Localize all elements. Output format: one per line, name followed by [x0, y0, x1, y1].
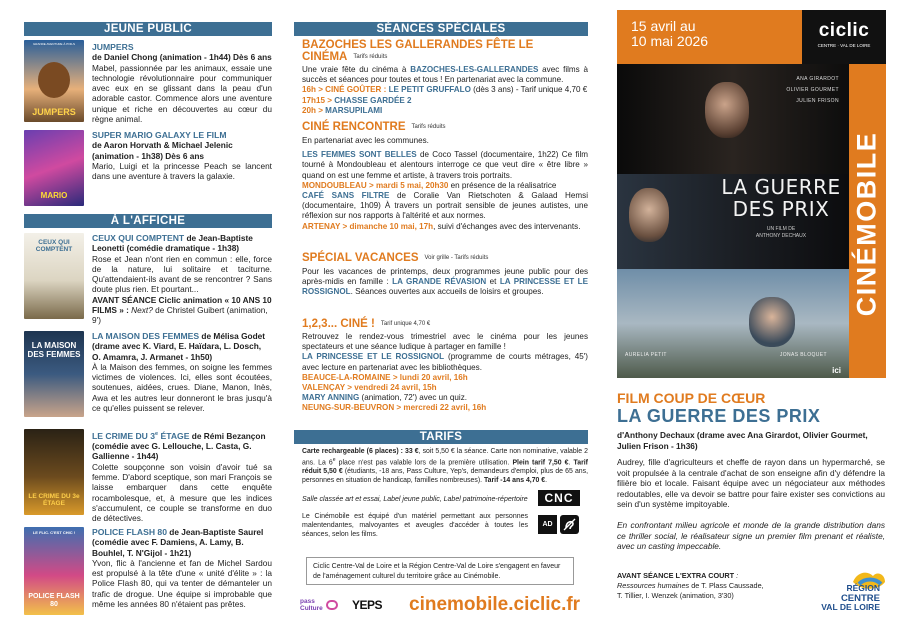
- tarifs-heading: TARIFS: [294, 430, 588, 444]
- poster-police-tag: LE FLIC. C'EST CHIC !: [32, 530, 76, 535]
- film-jumpers: [24, 40, 272, 130]
- film-crime-3e-etage: [24, 429, 272, 524]
- access-text: Le Cinémobile est équipé d'un matériel permettant aux personnes malentendantes, malvoyantes et aveugles d'accéder à toutes les séances, selon les films.: [302, 513, 528, 539]
- main-poster: [617, 64, 849, 378]
- dates: 15 avril au 10 mai 2026: [631, 18, 709, 49]
- a-l-affiche-heading: À L'AFFICHE: [24, 214, 272, 228]
- film-credits: de Daniel Chong (animation - 1h44) Dès 6 ans: [92, 52, 272, 63]
- poster-image-bottom: [617, 269, 849, 378]
- tarifs-text: Carte rechargeable (6 places) : 33 €, soit 5,50 € la séance. Carte non nominative, valable 2 ans. La 6e place n'est pas valable lors de la première utilisation. Plein tarif 7,50 €. Tarif réduit 5,50 € (étudiants, -18 ans, Pass Culture, Yep's, demandeurs d'emploi, plus de 65 ans, personnes en situation de handicap, familles nombreuses). Tarif -14 ans 4,70 €.: [302, 448, 588, 485]
- film-credits: de Aaron Horvath & Michael Jelenic (animation - 1h38) Dès 6 ans: [92, 140, 233, 161]
- avant-seance-credits: de Christel Guibert (animation, 9'): [92, 305, 268, 326]
- pass-culture-mark: [326, 600, 338, 610]
- avant-seance-label: AVANT SÉANCE Ciclic animation « 10 ANS 10 FILMS » :: [92, 294, 272, 316]
- coup-de-coeur-avant-seance: AVANT SÉANCE L'EXTRA COURT : Ressources humaines de T. Plass Caussade, T. Tillier, I. Wenzek (animation, 3'30): [617, 571, 764, 600]
- poster-maison-des-femmes: [24, 331, 84, 417]
- hearing-icon: [560, 515, 579, 534]
- film-title: CEUX QUI COMPTENT: [92, 233, 185, 243]
- cine-rencontre-intro: En partenariat avec les communes.: [302, 136, 429, 145]
- ciclic-logo-box: [802, 10, 886, 64]
- film-desc: Mario, Luigi et la princesse Peach se lancent dans une aventure à travers la galaxie.: [92, 160, 272, 182]
- film-title: POLICE FLASH 80: [92, 527, 167, 537]
- right-column: [617, 0, 899, 636]
- actor-figure-3: [749, 297, 795, 347]
- coup-de-coeur-credits: d'Anthony Dechaux (drame avec Ana Girardot, Olivier Gourmet, Julien Frison - 1h36): [617, 430, 868, 451]
- jeune-public-heading: JEUNE PUBLIC: [24, 22, 272, 36]
- side-title: CINÉMOBILE: [851, 131, 882, 317]
- cine-rencontre-block: CINÉ RENCONTRE Tarifs réduits En partenariat avec les communes. LES FEMMES SONT BELLES de Coco Tassel (documentaire, 1h22) Ce film tourné à Mondoubleau et alentours interroge ce que veut dire « être libre » quand on est une femme et artiste, à travers trois portraits. MONDOUBLEAU > mardi 5 mai, 20h30 en présence de la réalisatrice CAFÉ SANS FILTRE de Coralie Van Rietschoten & Galaad Hemsi (documentaire, 1h09) À travers un portrait sensible de jeunes autistes, une réflexion sur nos rapports à l'altérité et aux normes. ARTENAY > dimanche 10 mai, 17h, suivi d'échanges avec des intervenants.: [302, 121, 588, 231]
- film-maison-des-femmes: [24, 331, 272, 421]
- bazoches-session-2: 17h15 > CHASSE GARDÉE 2: [302, 95, 412, 105]
- session-valencay: VALENÇAY > vendredi 24 avril, 15h: [302, 383, 437, 393]
- coup-de-coeur-desc: Audrey, fille d'agriculteurs et cheffe de rayon dans un hypermarché, se voit propulsée à la centrale d'achat de son enseigne afin d'y défendre la filière bio et locale. Faisant équipe avec un négociateur aux méthodes redoutables, elle va devoir se battre pour faire exister ses convictions au sein d'un système impitoyable.: [617, 457, 885, 510]
- special-vacances-title: SPÉCIAL VACANCES: [302, 252, 419, 264]
- cnc-logo: CNC: [538, 490, 580, 506]
- film-credits: de Jean-Baptiste Leonetti (comédie dramatique - 1h38): [92, 233, 253, 254]
- poster-crime: [24, 429, 84, 515]
- labels-line: Salle classée art et essai, Label jeune public, Label patrimoine-répertoire: [302, 496, 528, 503]
- film-title: LA MAISON DES FEMMES: [92, 331, 200, 341]
- cine-123-title: 1,2,3... CINÉ !: [302, 318, 375, 330]
- film-desc: Mabel, passionnée par les animaux, essaie une technologie révolutionnaire pour communiquer avec eux en se glissant dans la peau d'un adorable castor. Commence alors une aventure unique et riche en découvertes au cœur du règne animal.: [92, 62, 272, 125]
- film-title: SUPER MARIO GALAXY LE FILM: [92, 130, 227, 140]
- film-desc: Rose et Jean n'ont rien en commun : elle, force de la nature, lui solitaire et taciturne. Qu'attendaient-ils avant de se rencontrer ? Sans doute plus rien. Et pourtant...: [92, 253, 272, 295]
- website-link[interactable]: cinemobile.ciclic.fr: [409, 594, 581, 615]
- poster-cast: ANA GIRARDOT OLIVIER GOURMET JULIEN FRISON: [786, 76, 839, 104]
- film-credits: de Mélisa Godet (drame avec K. Viard, E. Haïdara, L. Dosch, O. Amamra, J. Armanet - 1h50): [92, 331, 266, 362]
- bazoches-session-1: 16h > CINÉ GOÛTER : LE PETIT GRUFFALO (dès 3 ans) - Tarif unique 4,70 €: [302, 85, 588, 95]
- poster-bottom-left: AURELIA PETIT: [625, 352, 667, 358]
- partner-box: Ciclic Centre-Val de Loire et la Région Centre-Val de Loire s'engagent en faveur de l'aménagement culturel du territoire grâce au Cinémobile.: [306, 557, 574, 585]
- cine-123-block: 1,2,3... CINÉ ! Tarif unique 4,70 € Retrouvez le rendez-vous trimestriel avec le cinéma pour les jeunes spectateurs et une séance ludique à partager en famille ! LA PRINCESSE ET LE ROSSIGNOL (programme de courts métrages, 45') avec lecture en partenariat avec les bibliothèques. BEAUCE-LA-ROMAINE > lundi 20 avril, 16h VALENÇAY > vendredi 24 avril, 15h MARY ANNING (animation, 72') avec un quiz. NEUNG-SUR-BEUVRON > mercredi 22 avril, 16h: [302, 318, 588, 413]
- film-desc: Yvon, flic à l'ancienne et fan de Michel Sardou est propulsé à la tête d'une « unité d'élite » : la Police Flash 80, qui va tenter de démanteler un trafic de drogue. Une équipe si improbable que même les années 80 n'étaient pas prêtes.: [92, 557, 272, 610]
- region-logo-text: RÉGION CENTRE VAL DE LOIRE: [821, 583, 880, 612]
- special-vacances-tarif: Voir grille - Tarifs réduits: [424, 254, 489, 261]
- session-beauce: BEAUCE-LA-ROMAINE > lundi 20 avril, 16h: [302, 372, 468, 382]
- film-credits: de Rémi Bezançon (comédie avec G. Lellouche, L. Casta, G. Gallienne - 1h44): [92, 430, 266, 462]
- film-credits: de Jean-Baptiste Saurel (comédie avec F. Damiens, A. Lamy, B. Bouhlel, T. N'Gijol - 1h21): [92, 527, 264, 558]
- poster-jumpers-title: JUMPERS: [32, 107, 76, 117]
- poster-maison-title: LA MAISON DES FEMMES: [27, 341, 81, 359]
- poster-jumpers: [24, 40, 84, 122]
- pass-culture-logo: pass Culture: [300, 598, 323, 612]
- poster-director: UN FILM DE ANTHONY DECHAUX: [755, 226, 807, 239]
- cine-rencontre-tarif: Tarifs réduits: [411, 123, 446, 130]
- avant-seance-film: Next?: [128, 305, 153, 316]
- poster-crime-title: LE CRIME DU 3e ÉTAGE: [28, 493, 80, 507]
- seances-speciales-heading: SÉANCES SPÉCIALES: [294, 22, 588, 36]
- actor-face-2: [629, 188, 669, 242]
- coup-de-coeur-critique: En confrontant milieu agricole et monde de la grande distribution dans ce thriller social, le réalisateur signe un premier film prenant et réaliste, avec un casting impeccable.: [617, 520, 885, 552]
- session-neung: NEUNG-SUR-BEUVRON > mercredi 22 avril, 16h: [302, 403, 487, 413]
- film-title: JUMPERS: [92, 42, 134, 52]
- ciclic-logo-sub: CENTRE · VAL DE LOIRE: [817, 43, 871, 48]
- special-vacances-block: SPÉCIAL VACANCES Voir grille - Tarifs réduits Pour les vacances de printemps, deux programmes jeune public pour des après-midis en famille : LA GRANDE RÉVASION et LA PRINCESSE ET LE ROSSIGNOL. Séances ouvertes aux accueils de loisirs et groupes.: [302, 252, 589, 297]
- actor-face-1: [705, 82, 749, 138]
- cine-123-tarif: Tarif unique 4,70 €: [380, 320, 431, 327]
- film-title: LE CRIME DU 3e ÉTAGE: [92, 430, 190, 441]
- poster-bottom-right: JONAS BLOQUET: [779, 352, 827, 358]
- film-ceux-qui-comptent: [24, 233, 272, 326]
- coup-de-coeur-title: LA GUERRE DES PRIX: [617, 406, 821, 426]
- poster-mario-title: MARIO: [40, 191, 68, 200]
- poster-police-flash: [24, 527, 84, 615]
- poster-police-title: POLICE FLASH 80: [28, 593, 80, 608]
- bazoches-session-3: 20h > MARSUPILAMI: [302, 105, 383, 115]
- bazoches-block: BAZOCHES LES GALLERANDES FÊTE LE CINÉMA Tarifs réduits Une vraie fête du cinéma à BAZOCHES-LES-GALLERANDES avec films à succès et séances pour toutes et tous ! En partenariat avec la commune. 16h > CINÉ GOÛTER : LE PETIT GRUFFALO (dès 3 ans) - Tarif unique 4,70 € 17h15 > CHASSE GARDÉE 2 20h > MARSUPILAMI: [302, 39, 588, 115]
- ciclic-logo: ciclic: [818, 20, 870, 41]
- cine-rencontre-title: CINÉ RENCONTRE: [302, 121, 406, 133]
- poster-jumpers-tag: GRANDE AVENTURE À POILS: [32, 42, 76, 46]
- yeps-logo: YEPS: [352, 598, 383, 612]
- film-police-flash-80: [24, 527, 272, 619]
- poster-mario: [24, 130, 84, 206]
- poster-title: LA GUERRE DES PRIX: [721, 175, 841, 221]
- film-desc: À la Maison des femmes, on soigne les femmes victimes de violences. Ici, elles sont écoutées, soutenues, aidées, crues. Diane, Manon, Inès, Awa et les autres leur donneront le bras jusqu'à ce qu'elles puissent se relever.: [92, 361, 272, 414]
- bazoches-tarif: Tarifs réduits: [353, 53, 388, 60]
- poster-ceux-qui-comptent: [24, 233, 84, 319]
- film-desc: Colette soupçonne son voisin d'avoir tué sa femme. D'abord sceptique, son mari François se laisse embarquer dans cette enquête rocambolesque, et, à mesure que les indices s'accumulent, ce couple se transforme en duo de détectives.: [92, 461, 272, 524]
- film-mario: [24, 130, 272, 210]
- audio-description-icon: AD: [538, 515, 557, 534]
- beaver-figure: [38, 62, 70, 98]
- poster-ceux-title: CEUX QUI COMPTENT: [35, 239, 73, 253]
- bazoches-title: BAZOCHES LES GALLERANDES FÊTE LE CINÉMA: [302, 39, 534, 63]
- coup-de-coeur-label: FILM COUP DE CŒUR: [617, 390, 766, 406]
- poster-ici-logo: ici: [832, 366, 841, 375]
